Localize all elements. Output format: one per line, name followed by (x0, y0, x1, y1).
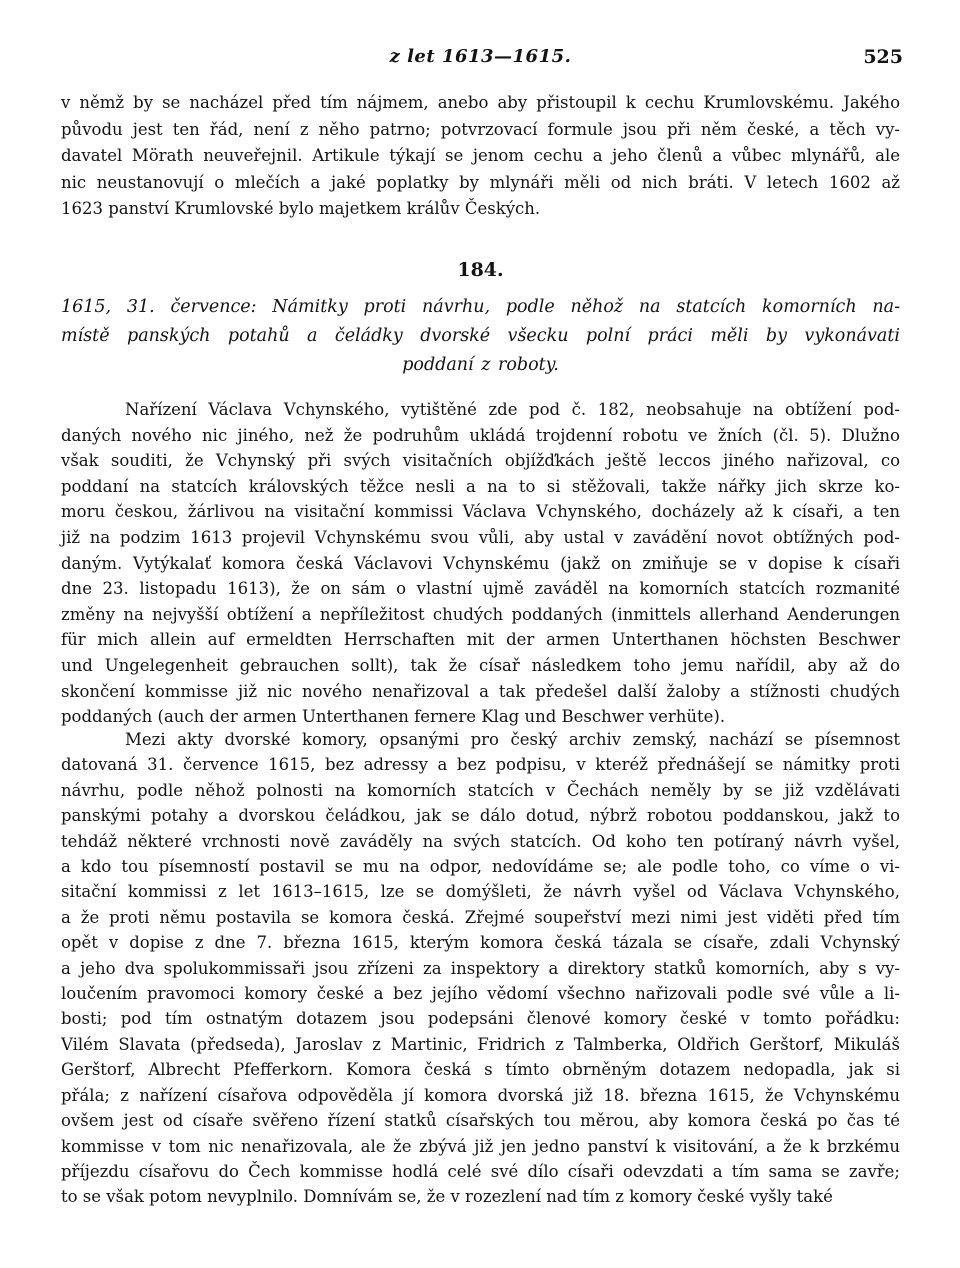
text-line: daných nového nic jiného, než že podruhům ukládá trojdenní robotu ve žních (čl. 5). Dlužno (61, 425, 900, 445)
text-line: a že proti němu postavila se komora česká. Zřejmé soupeřství mezi nimi jest viděti před tím (61, 907, 900, 927)
text-line: und Ungelegenheit gebrauchen sollt), tak že císař následkem toho jemu nařídil, aby až do (61, 655, 900, 675)
text-line: však souditi, že Vchynský při svých visitačních objížďkách ještě leccos jiného nařizoval, co (61, 451, 900, 471)
text-line: změny na nejvyšší obtížení a nepříležitost chudých poddaných (inmittels allerhand Aenderungen (61, 604, 900, 624)
text-line: davatel Mörath neuveřejnil. Artikule týkají se jenom cechu a jeho členů a vůbec mlynářů, ale (61, 146, 900, 165)
text-line: poddaní na statcích královských těžce nesli a na to si stěžovali, takže nářky jich skrze ko- (61, 476, 900, 496)
text-line: místě panských potahů a čeládky dvorské všecku polní práci měli by vykonávati (61, 326, 900, 346)
section-number-heading: 184. (457, 259, 504, 281)
paragraph-commentary-2 (61, 727, 900, 1210)
text-line: poddaní z roboty. (402, 355, 559, 375)
text-line: již na podzim 1613 projevil Vchynskému svou vůli, aby ustal v zavádění novot obtížných pod- (61, 527, 900, 547)
text-line: 1615, 31. července: Námitky proti návrhu, podle něhož na statcích komorních na- (61, 297, 900, 317)
text-line: poddaných (auch der armen Unterthanen fernere Klag und Beschwer verhüte). (61, 707, 726, 727)
text-line: bosti; pod tím ostnatým dotazem jsou podepsáni členové komory české v tomto pořádku: (61, 1009, 900, 1029)
running-title: z let 1613—1615. (389, 46, 572, 67)
text-line: opět v dopise z dne 7. března 1615, kterým komora česká tázala se císaře, zdali Vchynský (61, 933, 900, 953)
page-number: 525 (863, 46, 903, 68)
text-line: dne 23. listopadu 1613), že on sám o vlastní ujmě zaváděl na komorních statcích rozmanité (61, 579, 900, 599)
text-line: datovaná 31. července 1615, bez adressy a bez podpisu, v kteréž přednášejí se námitky proti (61, 755, 900, 775)
text-line: Vilém Slavata (předseda), Jaroslav z Martinic, Fridrich z Talmberka, Oldřich Gerštorf, Mikuláš (61, 1034, 900, 1054)
paragraph-commentary-1 (61, 397, 900, 730)
text-line: daným. Vytýkalať komora česká Václavovi Vchynskému (jakž on zmiňuje se v dopise k císaři (61, 553, 900, 573)
text-line: tehdáž některé vrchnosti nově zaváděly na svých statcích. Od koho ten potíraný návrh vyšel, (61, 831, 900, 851)
text-line: 1623 panství Krumlovské bylo majetkem králův Českých. (61, 199, 541, 218)
text-line: nic neustanovují o mlečích a jaké poplatky by mlynáři měli od nich bráti. V letech 1602 až (61, 172, 900, 192)
text-line: kommisse v tom nic nenařizovala, ale že zbývá již jen jedno panství k visitování, a že k brzkému (61, 1136, 900, 1156)
text-line: a kdo tou písemností postavil se mu na odpor, nedovídáme se; ale podle toho, co víme o vi- (61, 857, 900, 877)
text-line: für mich allein auf ermeldten Herrschaften mit der armen Unterthanen höchsten Beschwer (61, 630, 900, 650)
text-line: příjezdu císařovu do Čech kommisse hodlá celé své dílo císaři odevzdati a tím sama se zavře; (61, 1161, 900, 1181)
text-line: a jeho dva spolukommissaři jsou zřízeni za inspektory a direktory statků komorních, aby s vy- (61, 958, 900, 978)
text-line: Mezi akty dvorské komory, opsanými pro český archiv zemský, nachází se písemnost (125, 730, 900, 749)
text-line: ovšem jest od císaře svěřeno řízení statků císařských tou měrou, aby komora česká po čas té (61, 1111, 900, 1131)
text-line: panskými potahy a dvorskou čeládkou, jak se dálo dotud, nýbrž robotou poddanskou, jakž to (61, 806, 900, 826)
text-line: v němž by se nacházel před tím nájmem, anebo aby přistoupil k cechu Krumlovskému. Jakého (61, 93, 900, 112)
regest-summary (61, 293, 900, 380)
text-line: to se však potom nevyplnilo. Domnívám se, že v rozezlení nad tím z komory české vyšly také (61, 1187, 833, 1207)
paragraph-continuation (61, 90, 900, 223)
text-line: Gerštorf, Albrecht Pfefferkorn. Komora česká s tímto obrněným dotazem nedopadla, jak si (61, 1060, 900, 1080)
text-line: loučením pravomoci komory české a bez jejího vědomí všechno nařizovali podle své vůle a li- (61, 984, 900, 1004)
text-line: původu jest ten řád, není z něho patrno; potvrzovací formule jsou při něm české, a těch vy- (61, 119, 900, 139)
text-line: návrhu, podle něhož polnosti na komorních statcích v Čechách neměly by se již vzdělávati (61, 780, 900, 800)
text-line: skončení kommisse již nic nového nenařizoval a tak předešel další žaloby a stížnosti chudých (61, 681, 900, 701)
text-line: Nařízení Václava Vchynského, vytištěné zde pod č. 182, neobsahuje na obtížení pod- (125, 400, 900, 419)
text-line: sitační kommissi z let 1613–1615, lze se domýšleti, že návrh vyšel od Václava Vchynského, (61, 882, 900, 902)
text-line: přála; z nařízení císařova odpověděla jí komora dvorská již 18. března 1615, že Vchynskému (61, 1085, 900, 1105)
text-line: moru českou, žárlivou na visitační kommissi Václava Vchynského, docházely až k císaři, a ten (61, 502, 900, 522)
